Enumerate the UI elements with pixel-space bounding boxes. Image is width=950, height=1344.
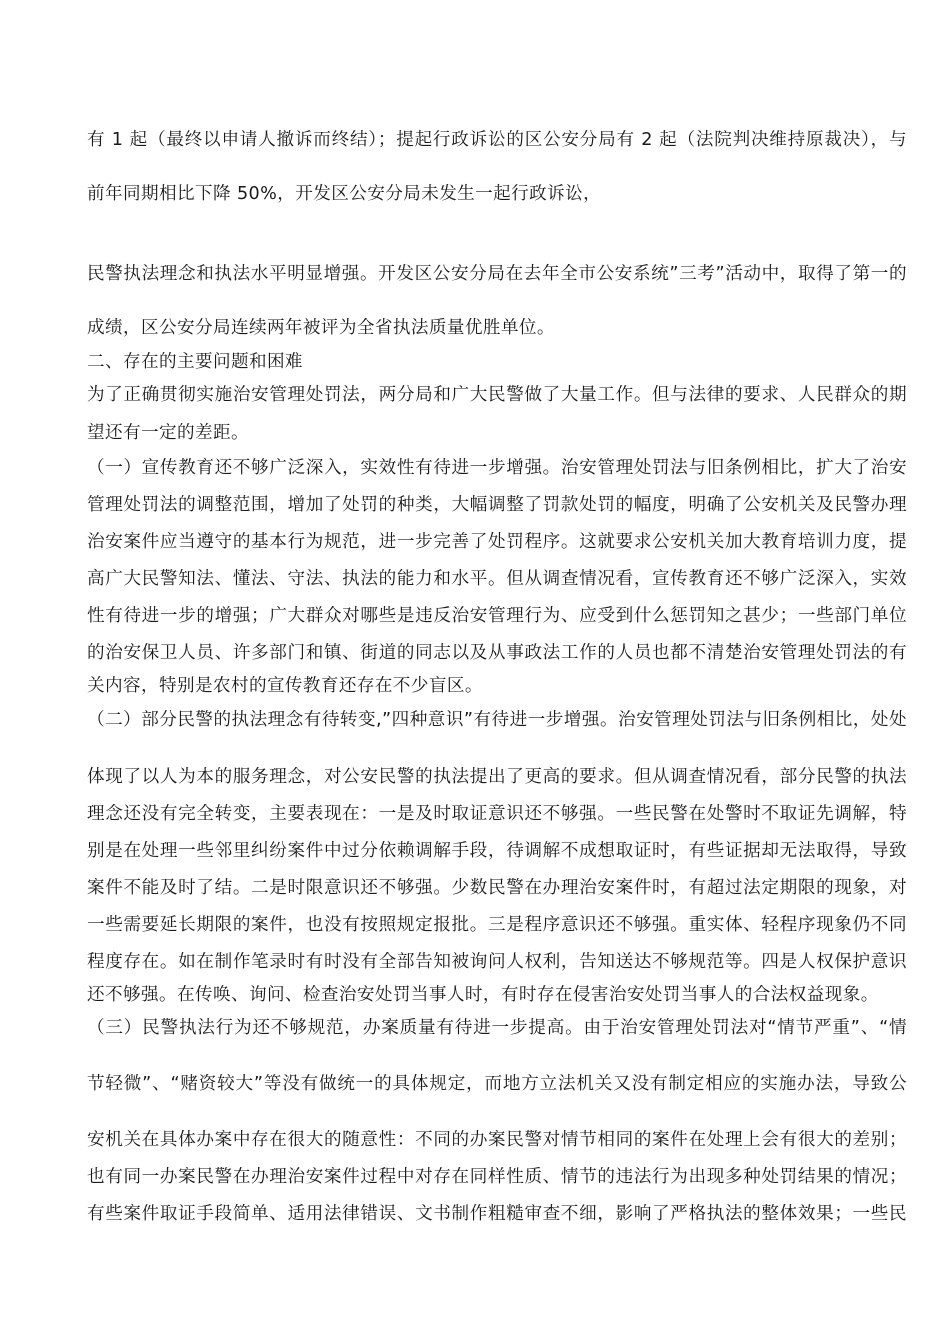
text-line: 高广大民警知法、懂法、守法、执法的能力和水平。但从调查情况看，宣传教育还不够广泛深入，实效 [87,569,907,589]
text-line: 关内容，特别是农村的宣传教育还存在不少盲区。 [87,676,483,696]
text-line: 安机关在具体办案中存在很大的随意性：不同的办案民警对情节相同的案件在处理上会有很大的差别； [87,1130,907,1150]
text-line: 前年同期相比下降 50%，开发区公安分局未发生一起行政诉讼， [87,184,602,204]
text-line: 治安案件应当遵守的基本行为规范，进一步完善了处罚程序。这就要求公安机关加大教育培训力度，提 [87,532,907,552]
text-line: 望还有一定的差距。 [87,423,249,443]
text-line: 理念还没有完全转变，主要表现在：一是及时取证意识还不够强。一些民警在处警时不取证先调解，特 [87,804,907,824]
section-heading: 二、存在的主要问题和困难 [87,352,303,372]
text-line: （三）民警执法行为还不够规范，办案质量有待进一步提高。由于治安管理处罚法对“情节严重”、“情 [87,1018,907,1038]
text-line: （二）部分民警的执法理念有待转变,”四种意识”有待进一步增强。治安管理处罚法与旧条例相比，处处 [87,710,907,730]
text-line: 别是在处理一些邻里纠纷案件中过分依赖调解手段，待调解不成想取证时，有些证据却无法取得，导致 [87,841,907,861]
text-line: 的治安保卫人员、许多部门和镇、街道的同志以及从事政法工作的人员也都不清楚治安管理处罚法的有 [87,643,907,663]
text-line: 民警执法理念和执法水平明显增强。开发区公安分局在去年全市公安系统”三考”活动中，取得了第一的 [87,264,907,284]
text-line: 管理处罚法的调整范围，增加了处罚的种类，大幅调整了罚款处罚的幅度，明确了公安机关及民警办理 [87,495,907,515]
text-line: 还不够强。在传唤、询问、检查治安处罚当事人时，有时存在侵害治安处罚当事人的合法权益现象。 [87,985,879,1005]
text-line: 一些需要延长期限的案件，也没有按照规定报批。三是程序意识还不够强。重实体、轻程序现象仍不同 [87,915,907,935]
text-line: 性有待进一步的增强；广大群众对哪些是违反治安管理行为、应受到什么惩罚知之甚少；一些部门单位 [87,606,907,626]
text-line: 成绩，区公安分局连续两年被评为全省执法质量优胜单位。 [87,318,555,338]
text-line: 案件不能及时了结。二是时限意识还不够强。少数民警在办理治安案件时，有超过法定期限的现象，对 [87,878,907,898]
text-line: 体现了以人为本的服务理念，对公安民警的执法提出了更高的要求。但从调查情况看，部分民警的执法 [87,767,907,787]
text-line: 节轻微”、“赌资较大”等没有做统一的具体规定，而地方立法机关又没有制定相应的实施办法，导致公 [87,1074,907,1094]
text-line: 有 1 起（最终以申请人撤诉而终结）；提起行政诉讼的区公安分局有 2 起（法院判决维持原裁决），与 [87,130,907,150]
text-line: 也有同一办案民警在办理治安案件过程中对存在同样性质、情节的违法行为出现多种处罚结果的情况； [87,1167,907,1187]
text-line: 有些案件取证手段简单、适用法律错误、文书制作粗糙审查不细，影响了严格执法的整体效果；一些民 [87,1204,907,1224]
text-line: 为了正确贯彻实施治安管理处罚法，两分局和广大民警做了大量工作。但与法律的要求、人民群众的期 [87,385,907,405]
text-line: （一）宣传教育还不够广泛深入，实效性有待进一步增强。治安管理处罚法与旧条例相比，扩大了治安 [87,458,907,478]
text-line: 程度存在。如在制作笔录时有时没有全部告知被询问人权利，告知送达不够规范等。四是人权保护意识 [87,952,907,972]
